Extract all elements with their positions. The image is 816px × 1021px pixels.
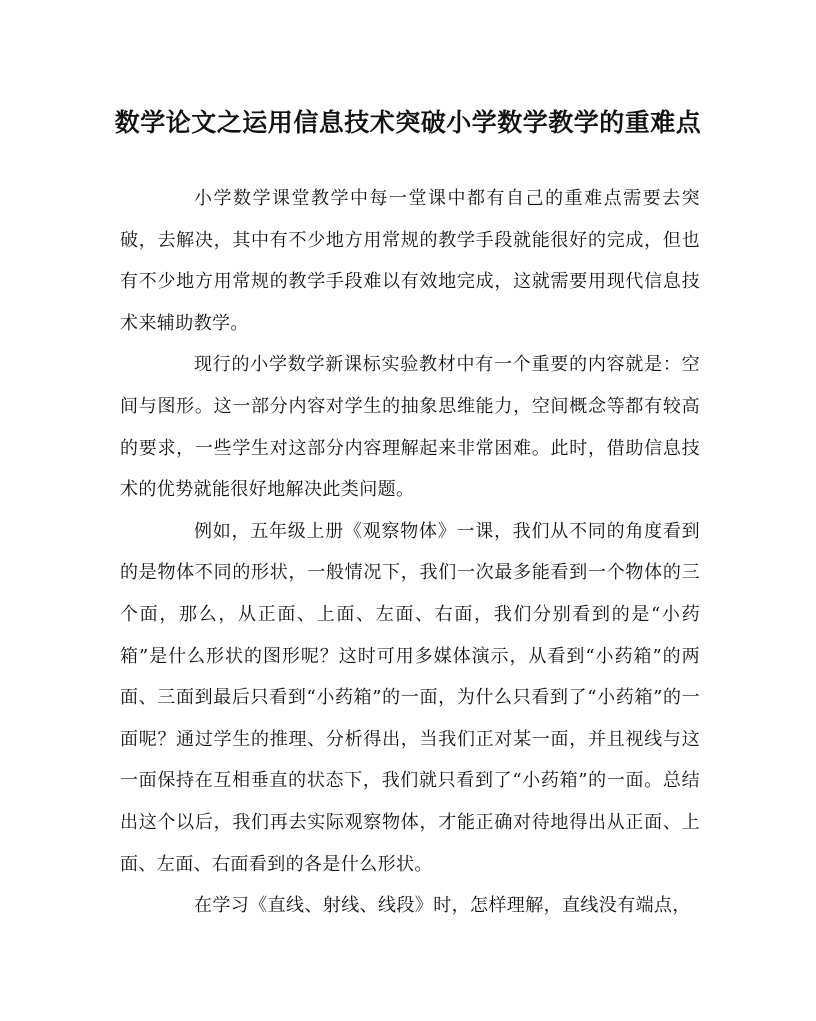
document-title: 数学论文之运用信息技术突破小学数学教学的重难点 (114, 108, 702, 137)
paragraph: 在学习《直线、射线、线段》时，怎样理解，直线没有端点， (194, 895, 691, 917)
paragraph: 现行的小学数学新课标实验教材中有一个重要的内容就是：空间与图形。这一部分内容对学生的抽象思维能力，空间概念等都有较高的要求，一些学生对这部分内容理解起来非常困难。此时，借助信息技术的优势就能很好地解决此类问题。 (120, 354, 700, 501)
paragraph: 例如，五年级上册《观察物体》一课，我们从不同的角度看到的是物体不同的形状，一般情况下，我们一次最多能看到一个物体的三个面，那么，从正面、上面、左面、右面，我们分别看到的是“小药箱”是什么形状的图形呢？这时可用多媒体演示，从看到“小药箱”的两面、三面到最后只看到“小药箱”的一面，为什么只看到了“小药箱”的一面呢？通过学生的推理、分析得出，当我们正对某一面，并且视线与这一面保持在互相垂直的状态下，我们就只看到了“小药箱”的一面。总结出这个以后，我们再去实际观察物体，才能正确对待地得出从正面、上面、左面、右面看到的各是什么形状。 (120, 520, 700, 875)
document-body (120, 178, 700, 927)
paragraph: 小学数学课堂教学中每一堂课中都有自己的重难点需要去突破，去解决，其中有不少地方用常规的教学手段就能很好的完成，但也有不少地方用常规的教学手段难以有效地完成，这就需要用现代信息技术来辅助教学。 (120, 188, 700, 334)
